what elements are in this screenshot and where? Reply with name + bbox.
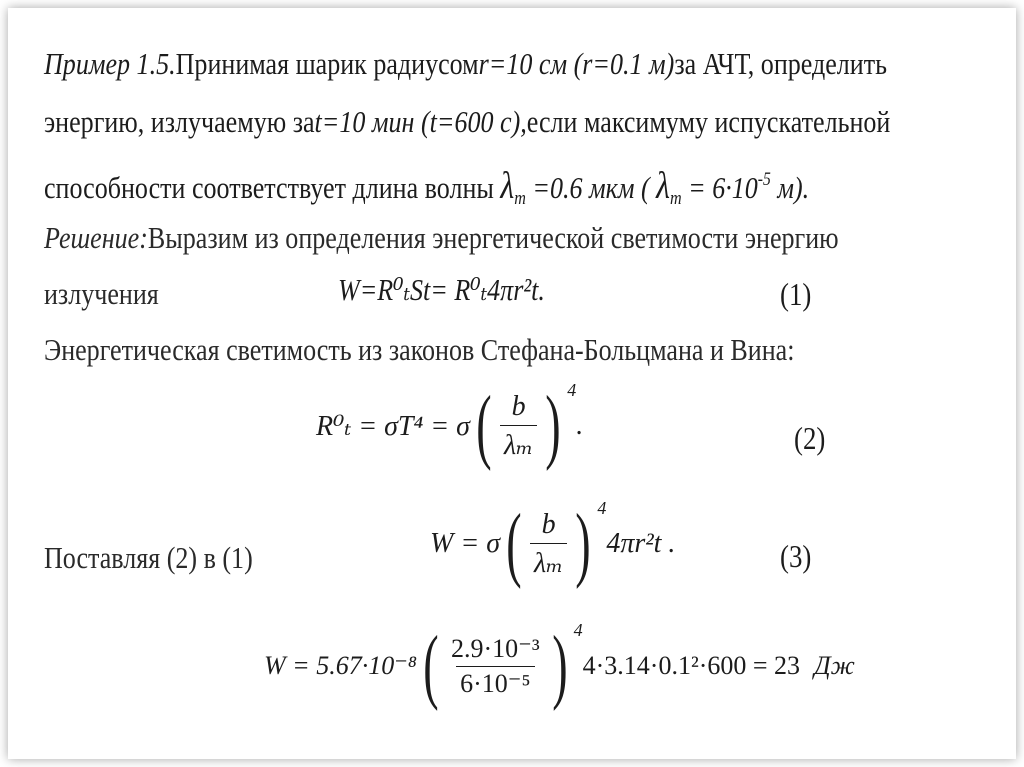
slide <box>8 8 1016 759</box>
problem-line-1 <box>44 44 887 84</box>
radius-value: r=10 см (r=0.1 м) <box>478 46 675 81</box>
lambda-symbol: λ <box>656 165 670 208</box>
equation-2-tail: . <box>576 410 584 441</box>
fraction-denominator: λₘ <box>530 543 567 580</box>
solution-text: Энергетическая светимость из законов Стефана-Больцмана и Вина: <box>44 332 795 367</box>
problem-line-3 <box>44 160 837 219</box>
power: 4 <box>573 620 583 640</box>
problem-text: способности соответствует длина волны <box>44 170 494 206</box>
unit-joule: Дж <box>814 651 855 680</box>
lambda-subscript: m <box>514 187 526 209</box>
solution-text: излучения <box>44 276 159 311</box>
lambda-symbol: λ <box>500 165 515 208</box>
equation-1-number: (1) <box>780 276 812 312</box>
left-paren: ( <box>476 379 492 472</box>
equation-3-tail: 4πr²t . <box>606 528 676 559</box>
right-paren: ) <box>545 379 561 472</box>
solution-line-4 <box>44 538 253 578</box>
equation-1-body: W=R⁰ₜSt= R⁰ₜ4πr²t. <box>338 272 545 307</box>
fraction-numerator: b <box>541 508 556 540</box>
equation-3-left: W = σ <box>430 528 501 559</box>
equation-4-tail: 4·3.14·0.1²·600 = 23 <box>582 651 801 680</box>
equation-3 <box>430 497 676 590</box>
power: 4 <box>567 380 577 400</box>
left-paren: ( <box>506 497 522 590</box>
fraction <box>500 391 537 462</box>
equation-1 <box>338 272 545 308</box>
exponent: -5 <box>757 169 771 190</box>
fraction <box>530 509 567 580</box>
time-value: t=10 мин (t=600 с), <box>314 104 527 139</box>
wavelength-value: =0.6 мкм ( <box>532 170 650 206</box>
solution-line-1 <box>44 218 837 258</box>
fraction-denominator: λₘ <box>500 425 537 462</box>
solution-text: Поставляя (2) в (1) <box>44 540 253 575</box>
left-paren: ( <box>423 619 439 712</box>
fraction-denominator: 6·10⁻⁵ <box>456 666 534 699</box>
fraction-numerator: 2.9·10⁻³ <box>450 633 540 663</box>
fraction <box>447 634 544 699</box>
problem-text: энергию, излучаемую за <box>44 104 315 139</box>
equation-3-number: (3) <box>780 538 812 574</box>
equation-2-left: R⁰ₜ = σT⁴ = σ <box>316 411 470 442</box>
fraction-numerator: b <box>511 390 526 422</box>
problem-line-2 <box>44 102 891 142</box>
power: 4 <box>597 498 607 518</box>
equation-4-left: W = 5.67·10⁻⁸ <box>264 651 417 680</box>
wavelength-si-value: = 6·10 <box>681 170 758 206</box>
equation-2-number: (2) <box>794 420 826 456</box>
right-paren: ) <box>575 497 592 590</box>
right-paren: ) <box>551 619 568 712</box>
example-title: Пример 1.5. <box>44 46 176 81</box>
unit-text: м). <box>770 170 810 206</box>
equation-4 <box>264 619 855 712</box>
problem-text: если максимуму испускательной <box>526 104 891 139</box>
problem-text: за АЧТ, определить <box>674 46 887 81</box>
solution-line-3 <box>44 330 837 370</box>
problem-text: Принимая шарик радиусом <box>175 46 479 81</box>
solution-title: Решение: <box>44 220 148 255</box>
equation-2 <box>316 379 584 472</box>
lambda-subscript: m <box>669 187 682 209</box>
solution-text: Выразим из определения энергетической светимости энергию <box>147 220 839 255</box>
